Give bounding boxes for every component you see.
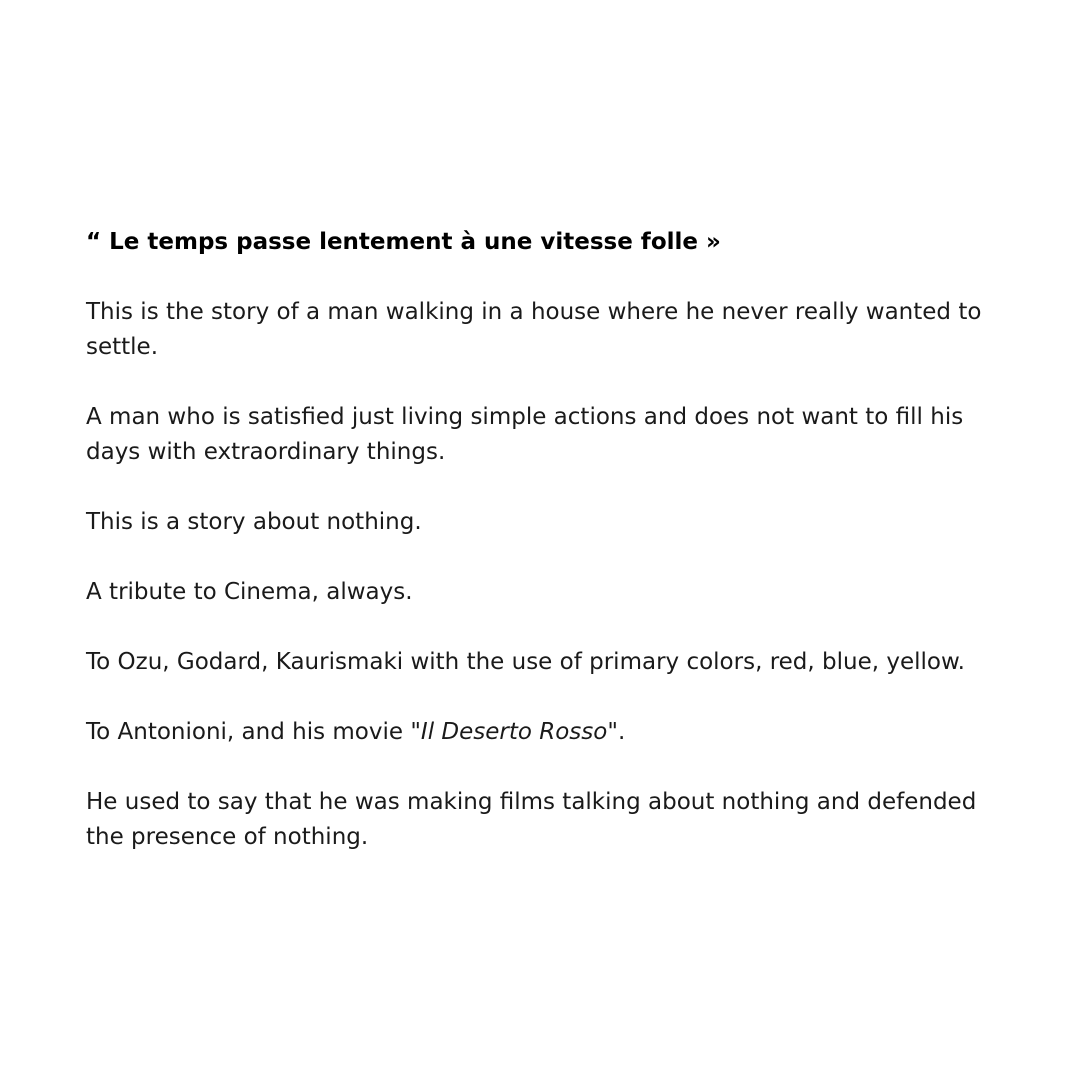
paragraph-tribute: A tribute to Cinema, always. [86, 579, 413, 605]
quote-title: “ Le temps passe lentement à une vitesse folle » [86, 229, 721, 255]
paragraph-simple-man: A man who is satisfied just living simple actions and does not want to fill his days with extraordinary things. [86, 404, 964, 465]
paragraph-story-intro: This is the story of a man walking in a house where he never really wanted to settle. [86, 299, 982, 360]
paragraph-about-nothing: This is a story about nothing. [86, 509, 422, 535]
paragraph-antonioni [86, 715, 1006, 750]
text-block [86, 225, 1006, 890]
paragraph-ozu-godard: To Ozu, Godard, Kaurismaki with the use of primary colors, red, blue, yellow. [86, 649, 965, 675]
paragraph-presence-of-nothing: He used to say that he was making films talking about nothing and defended the presence of nothing. [86, 789, 977, 850]
antonioni-suffix: ". [607, 719, 626, 745]
film-title: Il Deserto Rosso [420, 719, 608, 745]
antonioni-prefix: To Antonioni, and his movie " [86, 719, 421, 745]
